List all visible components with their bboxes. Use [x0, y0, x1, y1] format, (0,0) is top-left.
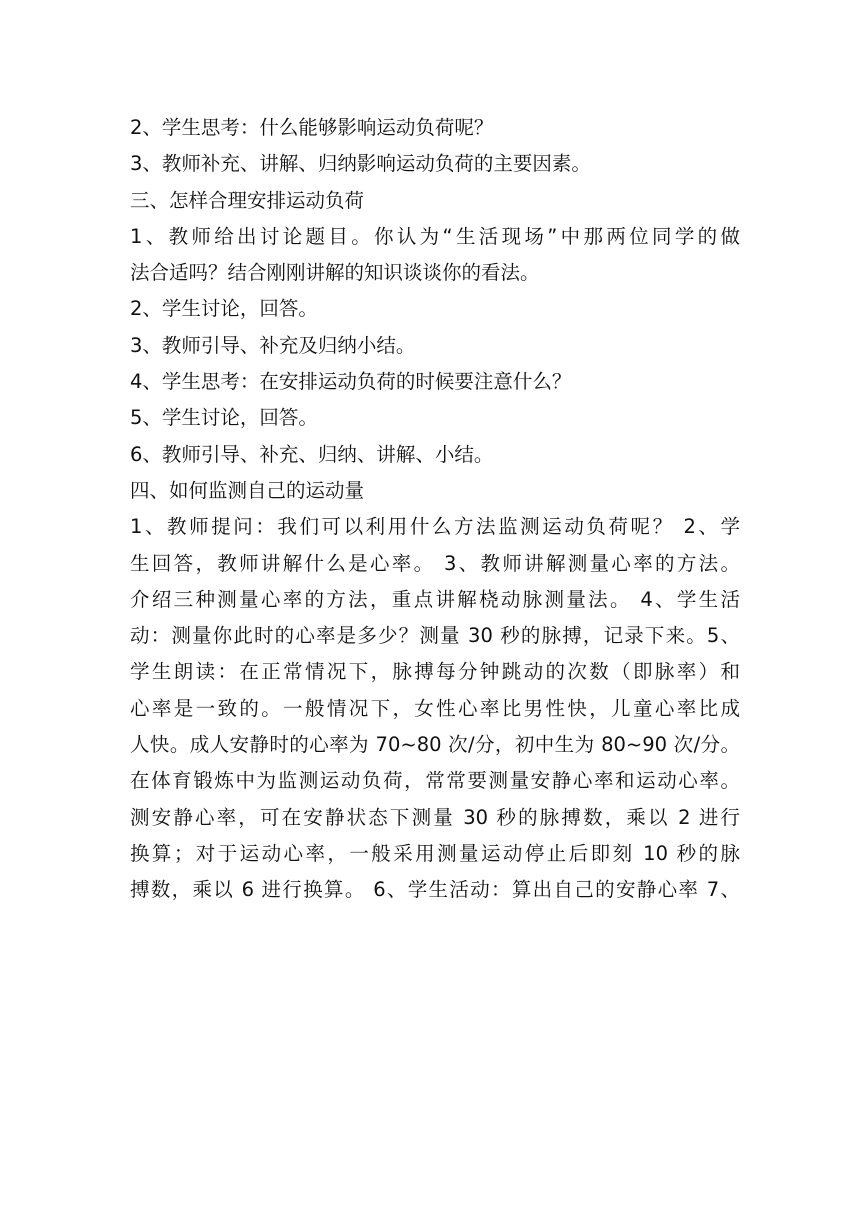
section-heading-3: 三、怎样合理安排运动负荷: [130, 188, 365, 212]
text-line-15: 动：测量你此时的心率是多少？测量 30 秒的脉搏，记录下来。5、: [130, 624, 740, 648]
text-line-12: 1、教师提问：我们可以利用什么方法监测运动负荷呢？ 2、学: [130, 515, 740, 539]
text-line-10: 6、教师引导、补充、归纳、讲解、小结。: [130, 442, 494, 466]
text-line-20: 测安静心率，可在安静状态下测量 30 秒的脉搏数，乘以 2 进行: [130, 805, 740, 829]
text-line-17: 心率是一致的。一般情况下，女性心率比男性快，儿童心率比成: [130, 696, 740, 720]
text-line-21: 换算；对于运动心率，一般采用测量运动停止后即刻 10 秒的脉: [130, 841, 740, 865]
text-line-4: 1、教师给出讨论题目。你认为“生活现场”中那两位同学的做: [130, 224, 740, 248]
text-line-8: 4、学生思考：在安排运动负荷的时候要注意什么？: [130, 370, 572, 394]
text-line-9: 5、学生讨论，回答。: [130, 406, 318, 430]
text-line-18: 人快。成人安静时的心率为 70~80 次/分，初中生为 80~90 次/分。: [130, 733, 740, 757]
text-line-13: 生回答，教师讲解什么是心率。 3、教师讲解测量心率的方法。: [130, 551, 740, 575]
text-line-7: 3、教师引导、补充及归纳小结。: [130, 333, 416, 357]
text-line-5: 法合适吗？结合刚刚讲解的知识谈谈你的看法。: [130, 261, 540, 285]
text-line-2: 3、教师补充、讲解、归纳影响运动负荷的主要因素。: [130, 152, 591, 176]
text-line-22: 搏数，乘以 6 进行换算。 6、学生活动：算出自己的安静心率 7、: [130, 878, 740, 902]
text-line-16: 学生朗读：在正常情况下，脉搏每分钟跳动的次数（即脉率）和: [130, 660, 740, 684]
text-line-14: 介绍三种测量心率的方法，重点讲解桡动脉测量法。 4、学生活: [130, 587, 740, 611]
text-line-6: 2、学生讨论，回答。: [130, 297, 318, 321]
text-line-19: 在体育锻炼中为监测运动负荷，常常要测量安静心率和运动心率。: [130, 769, 740, 793]
text-line-1: 2、学生思考：什么能够影响运动负荷呢？: [130, 116, 494, 139]
section-heading-4: 四、如何监测自己的运动量: [130, 478, 365, 502]
document-body: [130, 110, 740, 909]
